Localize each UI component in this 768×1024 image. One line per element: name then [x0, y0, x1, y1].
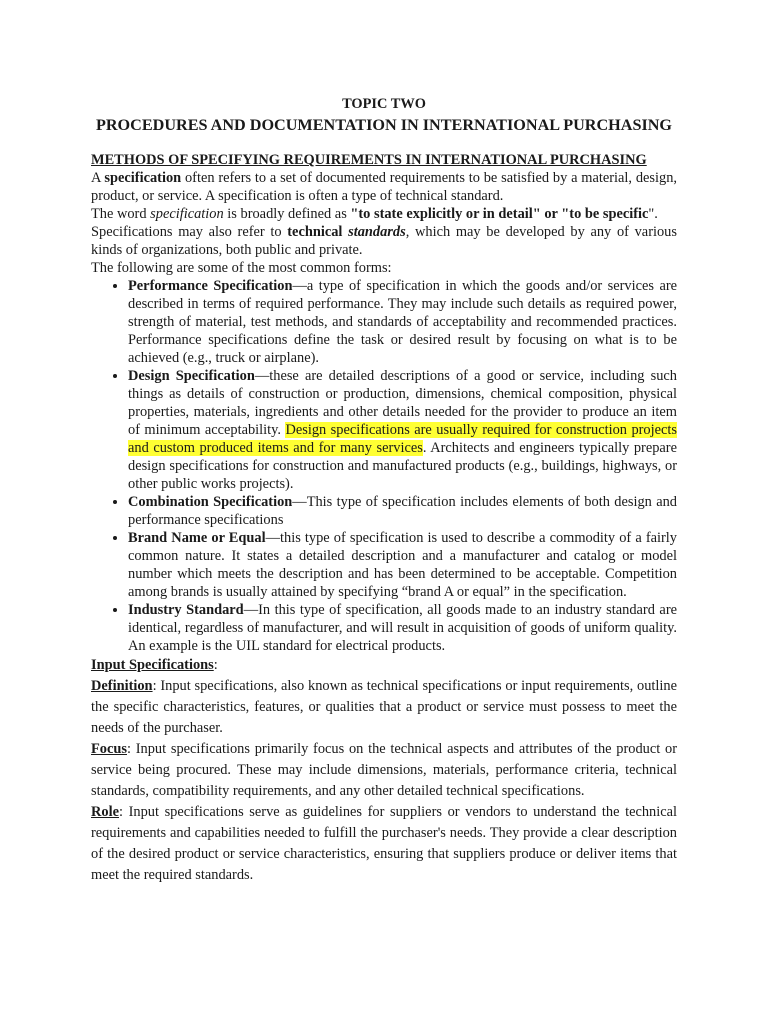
list-item-combination: • Combination Specification—This type of specification includes elements of both design and performance specifications: [128, 493, 677, 529]
list-item-term: Brand Name or Equal: [128, 530, 266, 546]
page-title: PROCEDURES AND DOCUMENTATION IN INTERNATIONAL PURCHASING: [95, 116, 673, 134]
list-item-term: Design Specification: [128, 368, 255, 384]
intro-paragraph-1: A specification often refers to a set of documented requirements to be satisfied by a material, design, product, or service. A specification is often a type of technical standard.: [91, 170, 677, 204]
highlighted-text: Design specifications are usually required for construction projects and custom produced items and for many services: [128, 422, 677, 456]
focus-label: Focus: [91, 741, 127, 757]
intro-paragraph-3: Specifications may also refer to technical standards, which may be developed by any of various kinds of organizations, both public and private.: [91, 224, 677, 258]
section-title: METHODS OF SPECIFYING REQUIREMENTS IN INTERNATIONAL PURCHASING: [91, 152, 647, 168]
role-label: Role: [91, 804, 119, 820]
specification-term: specification: [104, 170, 182, 186]
list-item-design: • Design Specification—these are detailed descriptions of a good or service, including such things as details of construction or production, dimensions, chemical composition, physical properties, materials, ingredients and other details needed for the provider to produce an item of minimum acceptability. Design specifications are usually required for construction projects and custom produced items and for many services. Architects and engineers typically prepare design specifications for construction and manufactured products (e.g., buildings, highways, or other public works projects).: [128, 367, 677, 493]
list-item-performance: • Performance Specification—a type of specification in which the goods and/or services are described in terms of required performance. They may include such details as required power, strength of material, test methods, and standards of acceptability and recommended practices. Performance specifications define the task or desired result by focusing on what is to be achieved (e.g., truck or airplane).: [128, 277, 677, 367]
definition-quote: "to state explicitly or in detail" or "to be specific: [350, 206, 649, 222]
input-specifications-heading: Input Specifications:: [91, 657, 218, 673]
definition-paragraph: Definition: Input specifications, also known as technical specifications or input requirements, outline the specific characteristics, features, or qualities that a product or service must possess to meet the needs of the purchaser.: [91, 678, 677, 736]
list-item-term: Performance Specification: [128, 278, 293, 294]
input-specifications-section: [91, 655, 677, 886]
document-page: [91, 93, 677, 886]
list-item-brand: • Brand Name or Equal—this type of specification is used to describe a commodity of a fairly common nature. It states a detailed description and a manufacturer and catalog or model number which meets the description and has been determined to be acceptable. Competition among brands is usually attained by specifying “brand A or equal” in the specification.: [128, 529, 677, 601]
list-item-industry: • Industry Standard—In this type of specification, all goods made to an industry standard are identical, regardless of manufacturer, and will result in acquisition of goods of uniform quality. An example is the UIL standard for electrical products.: [128, 601, 677, 655]
role-paragraph: Role: Input specifications serve as guidelines for suppliers or vendors to understand the technical requirements and capabilities needed to fulfill the purchaser's needs. They provide a clear description of the desired product or service characteristics, ensuring that suppliers produce or deliver items that meet the required standards.: [91, 804, 677, 883]
technical-term: technical standards: [287, 224, 406, 240]
specification-term-italic: specification: [150, 206, 224, 222]
list-item-term: Industry Standard: [128, 602, 244, 618]
intro-paragraph-2: The word specification is broadly defined as "to state explicitly or in detail" or "to be specific".: [91, 206, 658, 222]
intro-paragraph-4: The following are some of the most common forms:: [91, 260, 392, 276]
topic-heading: TOPIC TWO: [342, 96, 426, 112]
focus-paragraph: Focus: Input specifications primarily focus on the technical aspects and attributes of the product or service being procured. These may include dimensions, materials, performance criteria, technical standards, compatibility requirements, and any other detailed technical specifications.: [91, 741, 677, 799]
list-item-term: Combination Specification: [128, 494, 293, 510]
forms-list: [91, 277, 677, 655]
definition-label: Definition: [91, 678, 153, 694]
